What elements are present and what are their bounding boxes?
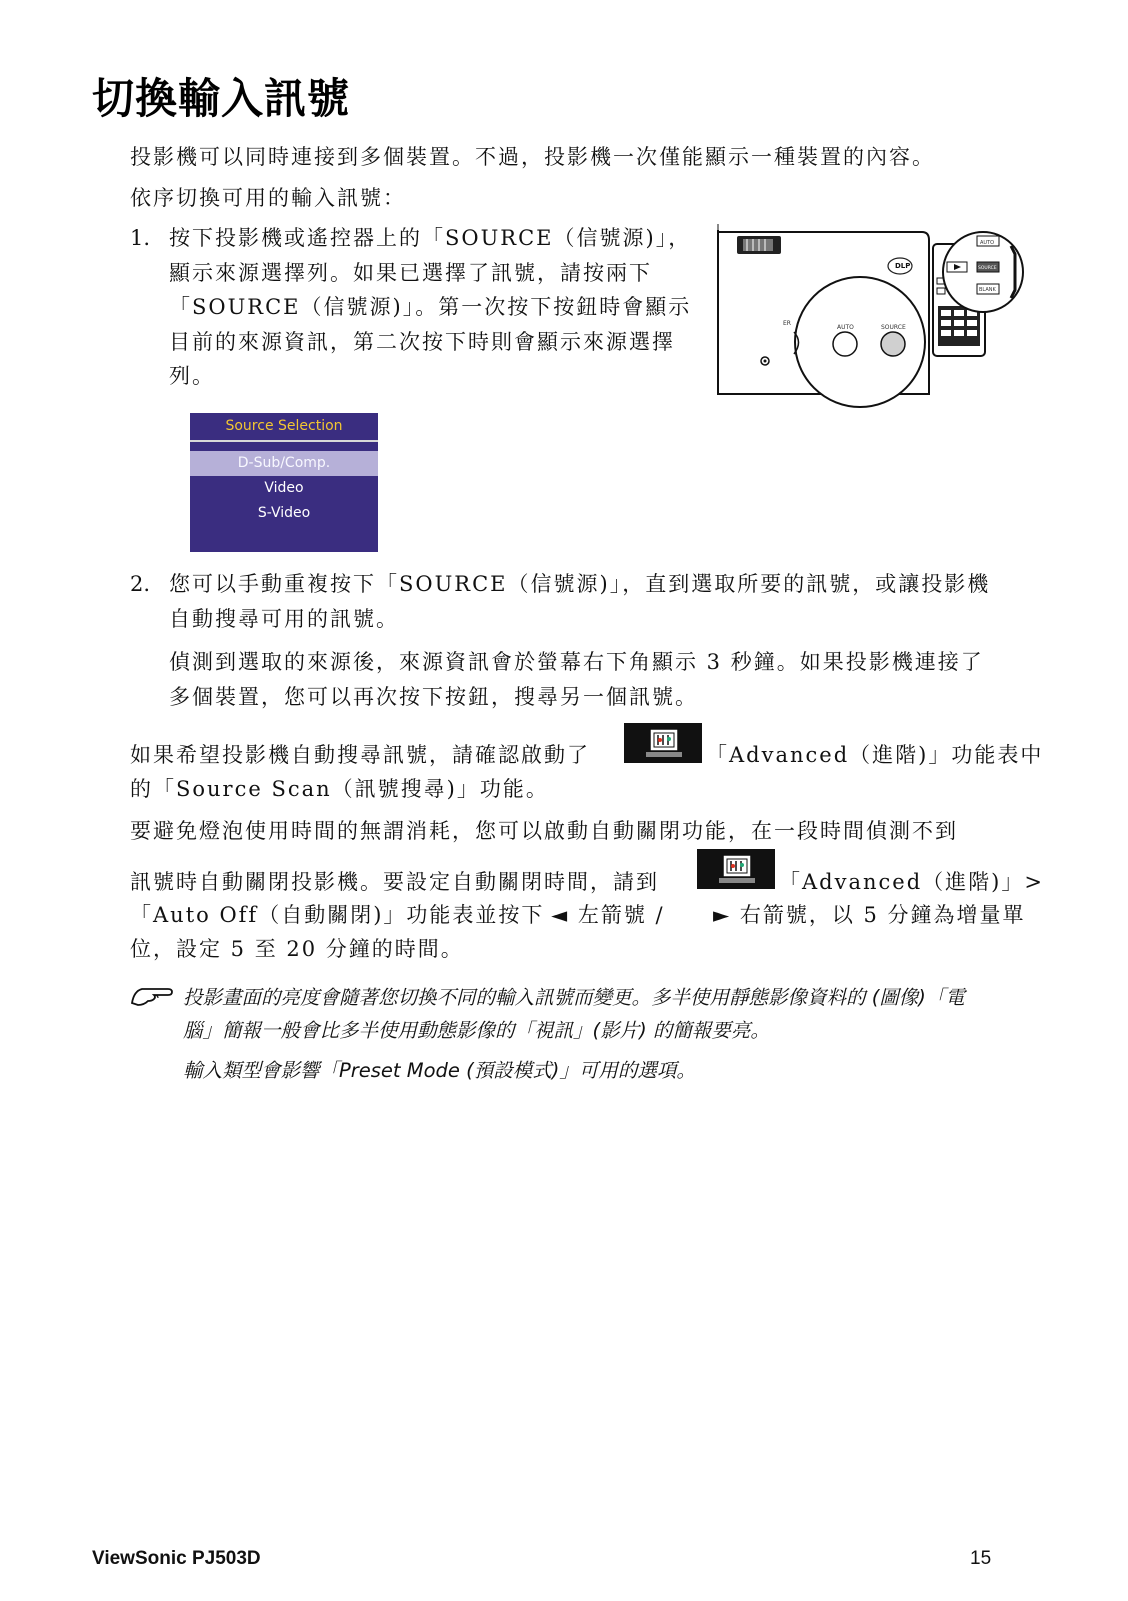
- auto-off-line-2b: 「Advanced（進階)」>: [779, 870, 1044, 894]
- dlp-logo-text: DLP: [895, 262, 911, 270]
- step-2-number: 2.: [130, 572, 151, 596]
- intro-text: 投影機可以同時連接到多個裝置。不過，投影機一次僅能顯示一種裝置的內容。: [130, 145, 935, 169]
- left-arrow-icon: ◄: [551, 903, 570, 927]
- source-menu-item-selected[interactable]: D-Sub/Comp.: [190, 451, 378, 476]
- note-line-1: 投影畫面的亮度會隨著您切換不同的輸入訊號而變更。多半使用靜態影像資料的 (圖像)「電: [183, 986, 965, 1009]
- note-line-2: 腦」簡報一般會比多半使用動態影像的「視訊」(影片) 的簡報要亮。: [183, 1019, 770, 1042]
- auto-off-line-2a: 訊號時自動關閉投影機。要設定自動關閉時間，請到: [130, 870, 659, 894]
- source-scan-text-b: 「Advanced（進階)」功能表中: [706, 743, 1044, 767]
- remote-auto-label: AUTO: [980, 240, 995, 246]
- auto-off-line-3a: 「Auto Off（自動關閉)」功能表並按下: [130, 903, 545, 927]
- step-2-line: 您可以手動重複按下「SOURCE（信號源)」，直到選取所要的訊號，或讓投影機: [169, 572, 991, 596]
- step-1-line: 顯示來源選擇列。如果已選擇了訊號，請按兩下: [169, 261, 652, 285]
- footer-model: ViewSonic PJ503D: [92, 1548, 261, 1569]
- right-arrow-icon: ►: [713, 903, 732, 927]
- lens-slot: [737, 236, 781, 254]
- page-number: 15: [970, 1548, 992, 1569]
- step-1-line: 目前的來源資訊，第二次按下時則會顯示來源選擇: [169, 330, 675, 354]
- source-menu-divider: [190, 440, 378, 442]
- auto-off-line-4: 位，設定 5 至 20 分鐘的時間。: [130, 937, 464, 961]
- step-1-line: 「SOURCE（信號源)」。第一次按下按鈕時會顯示: [169, 295, 692, 319]
- source-menu-item[interactable]: Video: [264, 480, 304, 496]
- note-line-3: 輸入類型會影響「Preset Mode (預設模式)」可用的選項。: [183, 1059, 696, 1082]
- advanced-menu-icon: [624, 723, 702, 763]
- step-2-detail-line: 偵測到選取的來源後，來源資訊會於螢幕右下角顯示 3 秒鐘。如果投影機連接了: [169, 650, 984, 674]
- pointing-hand-icon: [130, 983, 176, 1009]
- source-menu-item[interactable]: S-Video: [257, 505, 311, 521]
- step-2-line: 自動搜尋可用的訊號。: [169, 607, 399, 631]
- left-arrow-label: 左箭號 /: [577, 903, 665, 927]
- step-1-line: 按下投影機或遙控器上的「SOURCE（信號源)」，: [169, 226, 692, 250]
- right-arrow-label: 右箭號，以 5 分鐘為增量單: [739, 903, 1026, 927]
- step-1-line: 列。: [169, 364, 215, 388]
- projector-illustration: [715, 224, 1035, 414]
- remote-blank-label: BLANK: [979, 287, 996, 293]
- page-title: 切換輸入訊號: [92, 74, 351, 123]
- advanced-menu-icon: [697, 849, 775, 889]
- step-1-number: 1.: [130, 226, 151, 250]
- source-scan-text-a: 如果希望投影機自動搜尋訊號，請確認啟動了: [130, 743, 590, 767]
- source-label: SOURCE: [881, 324, 906, 331]
- auto-label: AUTO: [837, 324, 854, 331]
- power-label-partial: ER: [783, 320, 791, 327]
- source-menu-header: Source Selection: [225, 418, 343, 434]
- auto-off-line-1: 要避免燈泡使用時間的無謂消耗，您可以啟動自動關閉功能，在一段時間偵測不到: [130, 819, 958, 843]
- sequence-line: 依序切換可用的輸入訊號：: [130, 186, 406, 210]
- source-selection-menu: [190, 413, 378, 552]
- source-scan-text-c: 的「Source Scan（訊號搜尋)」功能。: [130, 777, 549, 801]
- remote-source-label: SOURCE: [978, 266, 997, 271]
- step-2-detail-line: 多個裝置，您可以再次按下按鈕，搜尋另一個訊號。: [169, 685, 698, 709]
